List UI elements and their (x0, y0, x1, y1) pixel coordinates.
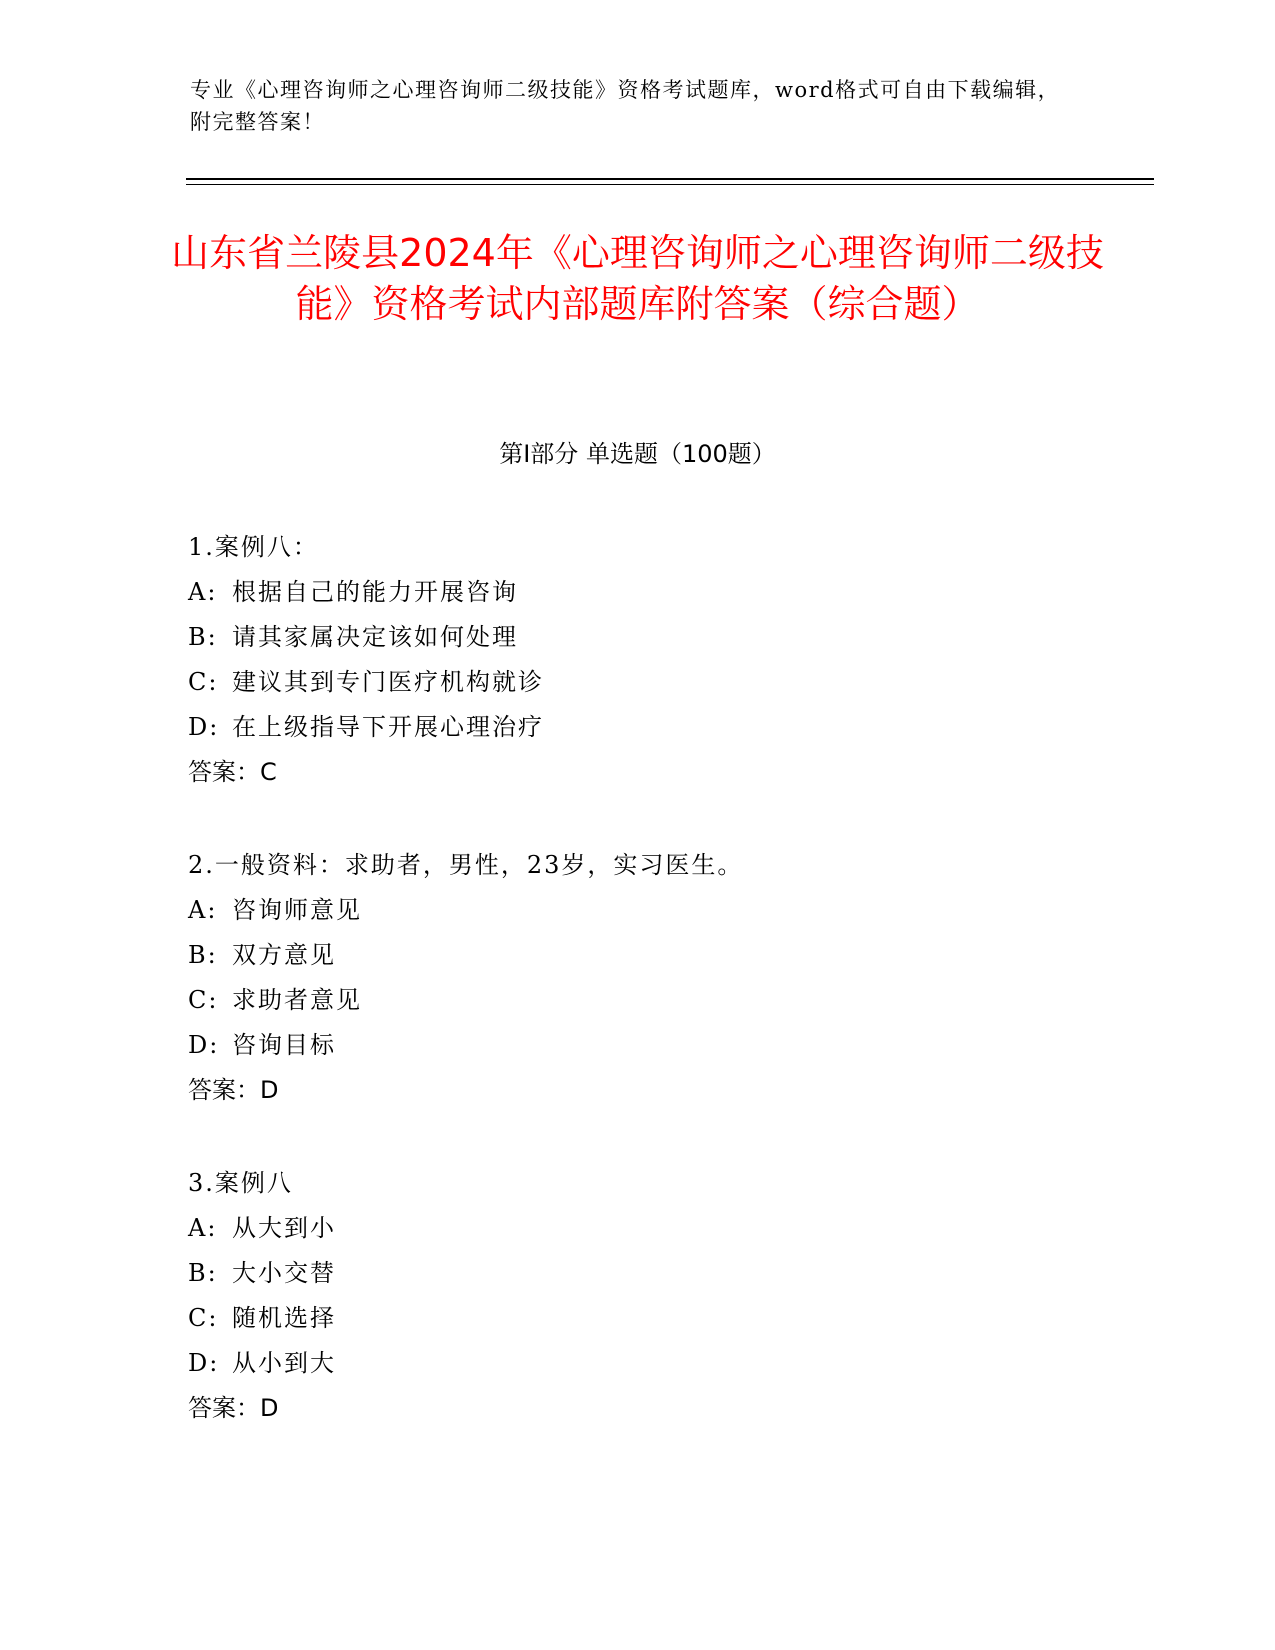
option-text: 从大到小 (232, 1214, 336, 1242)
question-stem: 1.案例八： (188, 533, 319, 561)
option-letter: B: (188, 941, 218, 969)
option-letter: D: (188, 713, 220, 741)
answer-line: 答案：D (188, 1076, 279, 1104)
option-letter: A: (188, 1214, 218, 1242)
option-d (188, 1341, 1088, 1386)
option-c (188, 660, 1088, 705)
section-heading: 第Ⅰ部分 单选题（100题） (499, 440, 776, 468)
option-text: 从小到大 (232, 1349, 336, 1377)
option-letter: D: (188, 1031, 220, 1059)
option-b (188, 615, 1088, 660)
option-c (188, 1296, 1088, 1341)
option-b (188, 1251, 1088, 1296)
option-a (188, 1206, 1088, 1251)
option-a (188, 888, 1088, 933)
option-text: 建议其到专门医疗机构就诊 (232, 668, 544, 696)
option-text: 大小交替 (232, 1259, 336, 1287)
option-d (188, 705, 1088, 750)
option-letter: B: (188, 1259, 218, 1287)
option-text: 咨询目标 (232, 1031, 336, 1059)
question-stem: 2.一般资料：求助者，男性，23岁，实习医生。 (188, 851, 744, 879)
option-letter: B: (188, 623, 218, 651)
header-rule-thick (186, 178, 1154, 180)
option-text: 随机选择 (232, 1304, 336, 1332)
option-d (188, 1023, 1088, 1068)
option-letter: D: (188, 1349, 220, 1377)
option-text: 根据自己的能力开展咨询 (232, 578, 518, 606)
question-3 (188, 1161, 1088, 1431)
header-note: 专业《心理咨询师之心理咨询师二级技能》资格考试题库，word格式可自由下载编辑，附完整答案！ (190, 78, 1061, 134)
option-letter: A: (188, 578, 218, 606)
option-text: 在上级指导下开展心理治疗 (232, 713, 544, 741)
question-1 (188, 525, 1088, 795)
answer-line: 答案：C (188, 758, 277, 786)
option-text: 请其家属决定该如何处理 (232, 623, 518, 651)
question-stem: 3.案例八 (188, 1169, 293, 1197)
header-rule-thin (186, 184, 1154, 185)
answer-line: 答案：D (188, 1394, 279, 1422)
option-a (188, 570, 1088, 615)
option-b (188, 933, 1088, 978)
option-text: 咨询师意见 (232, 896, 362, 924)
question-2 (188, 843, 1088, 1113)
option-text: 双方意见 (232, 941, 336, 969)
option-letter: C: (188, 986, 219, 1014)
question-list (188, 525, 1088, 1479)
option-c (188, 978, 1088, 1023)
option-letter: C: (188, 668, 219, 696)
option-text: 求助者意见 (232, 986, 362, 1014)
option-letter: A: (188, 896, 218, 924)
option-letter: C: (188, 1304, 219, 1332)
document-title: 山东省兰陵县2024年《心理咨询师之心理咨询师二级技能》资格考试内部题库附答案（综合题） (171, 231, 1104, 326)
